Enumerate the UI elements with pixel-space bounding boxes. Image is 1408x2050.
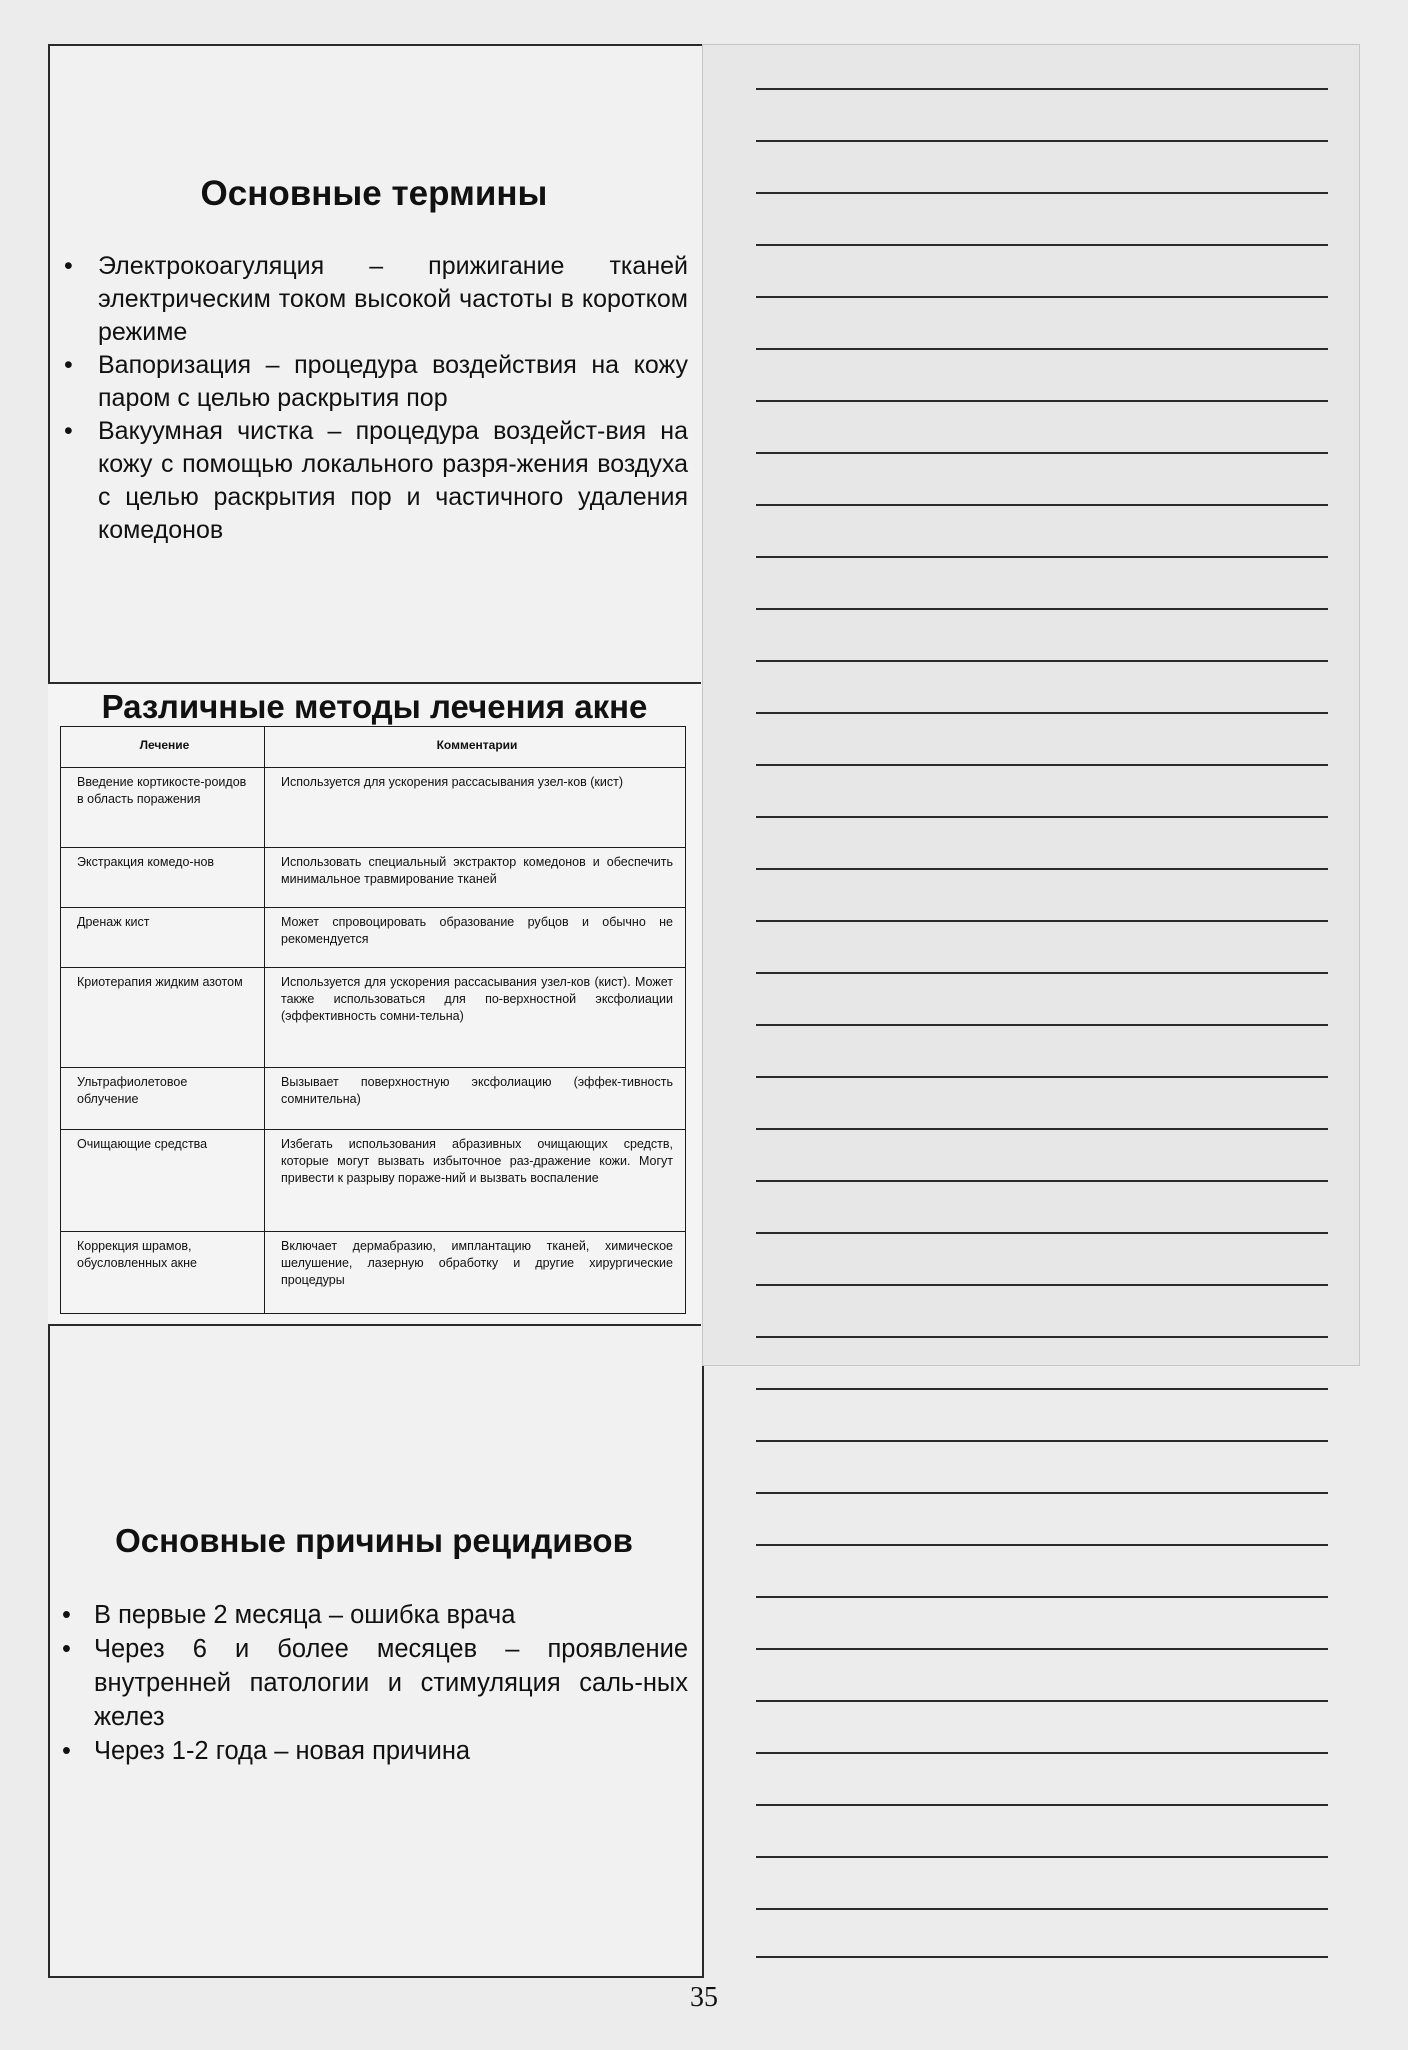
note-line (756, 660, 1328, 662)
table-row (61, 1232, 686, 1314)
note-line (756, 1908, 1328, 1910)
relapses-list-item: • Через 6 и более месяцев – проявление внутренней патологии и стимуляция саль-ных желез (60, 1632, 688, 1734)
comment-cell: Использовать специальный экстрактор комедонов и обеспечить минимальное травмирование тканей (265, 848, 686, 908)
page-number: 35 (690, 1982, 718, 2013)
relapses-list-item: • В первые 2 месяца – ошибка врача (60, 1598, 688, 1632)
comment-cell: Вызывает поверхностную эксфолиацию (эффек-тивность сомнительна) (265, 1068, 686, 1130)
note-line (756, 140, 1328, 142)
table-row (61, 1130, 686, 1232)
note-line (756, 1388, 1328, 1390)
note-line (756, 1700, 1328, 1702)
note-line (756, 1076, 1328, 1078)
table-row (61, 848, 686, 908)
note-line (756, 452, 1328, 454)
terms-list-item: • Вапоризация – процедура воздействия на кожу паром с целью раскрытия пор (62, 349, 688, 415)
note-line (756, 1492, 1328, 1494)
note-line (756, 1336, 1328, 1338)
note-line (756, 88, 1328, 90)
relapses-list-item: • Через 1-2 года – новая причина (60, 1734, 688, 1768)
relapses-list (60, 1598, 688, 1768)
treatment-cell: Криотерапия жидким азотом (61, 968, 265, 1068)
note-line (756, 1128, 1328, 1130)
treatment-cell: Очищающие средства (61, 1130, 265, 1232)
note-line (756, 816, 1328, 818)
note-line (756, 504, 1328, 506)
terms-list (62, 250, 688, 547)
methods-heading: Различные методы лечения акне (101, 688, 648, 725)
note-line (756, 764, 1328, 766)
table-row (61, 908, 686, 968)
note-line (756, 400, 1328, 402)
note-line (756, 1648, 1328, 1650)
note-line (756, 972, 1328, 974)
terms-heading: Основные термины (200, 174, 548, 213)
relapses-heading: Основные причины рецидивов (115, 1522, 633, 1559)
note-line (756, 1596, 1328, 1598)
treatment-cell: Экстракция комедо-нов (61, 848, 265, 908)
note-line (756, 1544, 1328, 1546)
comment-cell: Включает дермабразию, имплантацию тканей, химическое шелушение, лазерную обработку и другие хирургические процедуры (265, 1232, 686, 1314)
treatment-cell: Дренаж кист (61, 908, 265, 968)
note-line (756, 1956, 1328, 1958)
note-line (756, 1232, 1328, 1234)
treatment-cell: Коррекция шрамов, обусловленных акне (61, 1232, 265, 1314)
terms-list-item: • Электрокоагуляция – прижигание тканей электрическим током высокой частоты в коротком режиме (62, 250, 688, 349)
note-line (756, 556, 1328, 558)
note-line (756, 1024, 1328, 1026)
note-line (756, 1440, 1328, 1442)
note-line (756, 1180, 1328, 1182)
table-row (61, 968, 686, 1068)
note-line (756, 1284, 1328, 1286)
note-line (756, 1752, 1328, 1754)
column-header-comment: Комментарии (265, 727, 686, 768)
note-line (756, 868, 1328, 870)
note-line (756, 192, 1328, 194)
right-panel-frame (702, 44, 1360, 1366)
note-line (756, 920, 1328, 922)
comment-cell: Используется для ускорения рассасывания узел-ков (кист) (265, 768, 686, 848)
treatment-cell: Введение кортикосте-роидов в область поражения (61, 768, 265, 848)
comment-cell: Избегать использования абразивных очищающих средств, которые могут вызвать избыточное раз-дражение кожи. Могут привести к разрыву пораже-ний и вызвать воспаление (265, 1130, 686, 1232)
table-header-row (61, 727, 686, 768)
comment-cell: Используется для ускорения рассасывания узел-ков (кист). Может также использоваться для по-верхностной эксфолиации (эффективность сомни-тельна) (265, 968, 686, 1068)
treatment-cell: Ультрафиолетовое облучение (61, 1068, 265, 1130)
note-line (756, 1856, 1328, 1858)
methods-section (48, 682, 701, 1326)
comment-cell: Может спровоцировать образование рубцов и обычно не рекомендуется (265, 908, 686, 968)
note-line (756, 1804, 1328, 1806)
terms-list-item: • Вакуумная чистка – процедура воздейст-вия на кожу с помощью локального разря-жения воздуха с целью раскрытия пор и частичного удаления комедонов (62, 415, 688, 547)
note-line (756, 348, 1328, 350)
table-row (61, 768, 686, 848)
note-line (756, 296, 1328, 298)
methods-table (60, 726, 686, 1314)
note-line (756, 608, 1328, 610)
column-header-treatment: Лечение (61, 727, 265, 768)
table-row (61, 1068, 686, 1130)
note-line (756, 712, 1328, 714)
note-line (756, 244, 1328, 246)
